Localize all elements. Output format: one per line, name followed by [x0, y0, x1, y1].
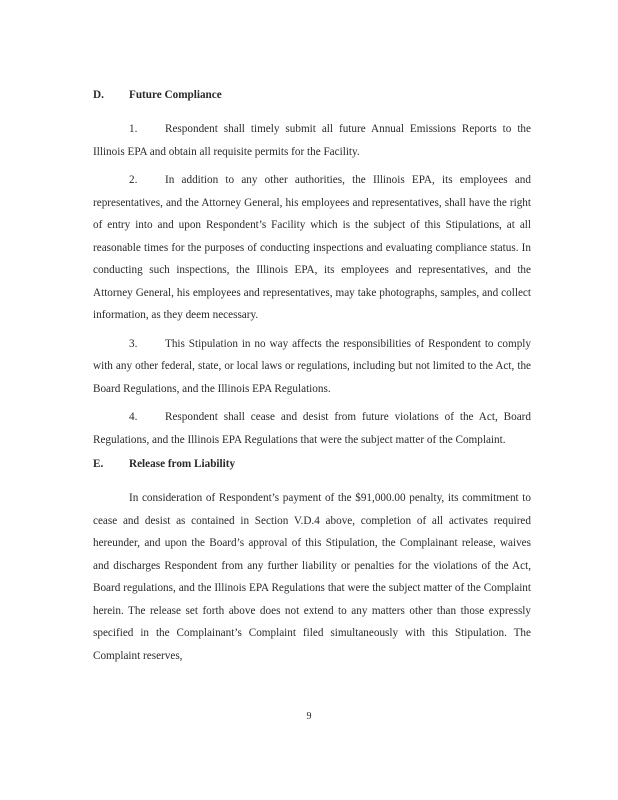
paragraph-d3 — [93, 333, 531, 401]
section-d-letter: D. — [93, 89, 104, 101]
paragraph-text: Respondent shall timely submit all future Annual Emissions Reports to the Illinois EPA and obtain all requisite permits for the Facility. — [93, 123, 531, 158]
section-e-letter: E. — [93, 458, 104, 470]
paragraph-text: This Stipulation in no way affects the responsibilities of Respondent to comply with any other federal, state, or local laws or regulations, including but not limited to the Act, the Board Regulations, and the Illinois EPA Regulations. — [93, 337, 531, 395]
section-d-heading — [93, 88, 531, 102]
section-d-title: Future Compliance — [129, 89, 222, 101]
page-body — [93, 88, 531, 673]
paragraph-e1: In consideration of Respondent’s payment of the $91,000.00 penalty, its commitment to cease and desist as contained in Section V.D.4 above, completion of all activates required hereunder, and upon the Board’s approval of this Stipulation, the Complainant release, waives and discharges Respondent from any further liability or penalties for the violations of the Act, Board regulations, and the Illinois EPA Regulations that were the subject matter of the Complaint herein. The release set forth above does not extend to any matters other than those expressly specified in the Complainant’s Complaint filed simultaneously with this Stipulation. The Complaint reserves, — [93, 492, 531, 662]
paragraph-text: In addition to any other authorities, the Illinois EPA, its employees and representatives, and the Attorney General, his employees and representatives, shall have the right of entry into and upon Respondent’s Facility which is the subject of this Stipulations, at all reasonable times for the purposes of conducting inspections and evaluating compliance status. In conducting such inspections, the Illinois EPA, its employees and representatives, and the Attorney General, his employees and representatives, may take photographs, samples, and collect information, as they deem necessary. — [93, 174, 531, 321]
paragraph-number: 4. — [129, 411, 138, 423]
paragraph-d2 — [93, 169, 531, 327]
paragraph-text: Respondent shall cease and desist from future violations of the Act, Board Regulations, and the Illinois EPA Regulations that were the subject matter of the Complaint. — [93, 411, 531, 446]
paragraph-number: 3. — [129, 337, 138, 350]
section-e-heading — [93, 457, 531, 471]
page-number: 9 — [306, 711, 312, 722]
paragraph-number: 1. — [129, 123, 138, 135]
paragraph-number: 2. — [129, 174, 138, 186]
paragraph-d4 — [93, 406, 531, 451]
paragraph-d1 — [93, 118, 531, 163]
section-e-title: Release from Liability — [129, 458, 236, 470]
